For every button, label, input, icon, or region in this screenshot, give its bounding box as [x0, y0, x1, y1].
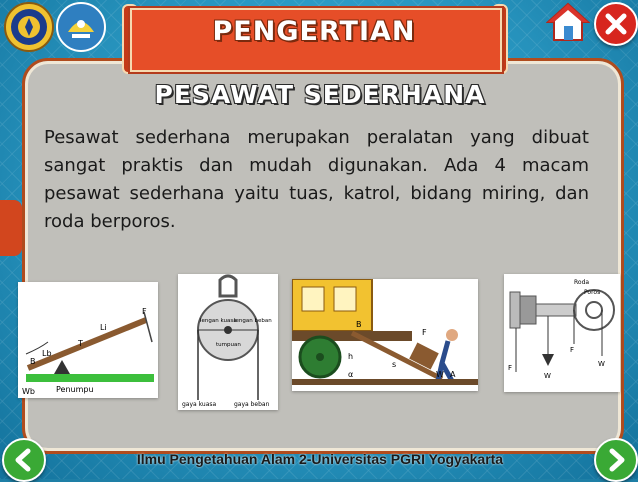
lever-image [18, 282, 158, 398]
lever-label-b: B [30, 357, 36, 366]
lever-label-wb: Wb [22, 387, 35, 396]
incline-label-w: W [436, 370, 444, 379]
incline-label-f: F [422, 328, 427, 337]
wheel-axle-image [504, 274, 620, 392]
close-button[interactable] [594, 2, 638, 46]
pulley-label-fulcrum: tumpuan [216, 342, 241, 348]
previous-button[interactable] [2, 438, 46, 482]
wheel-label-w: W [544, 372, 551, 380]
pulley-label-effort: gaya kuasa [182, 401, 217, 408]
pulley-image [178, 274, 278, 410]
home-icon [546, 2, 590, 42]
incline-label-h: h [348, 352, 354, 361]
next-button[interactable] [594, 438, 638, 482]
inclined-plane-image [292, 279, 478, 391]
incline-label-alpha: α [348, 370, 354, 379]
incline-label-s: s [392, 360, 397, 369]
incline-label-a: A [450, 370, 456, 379]
lever-label-fulcrum: Penumpu [56, 385, 94, 394]
university-logo-icon [4, 2, 54, 52]
wheel-label-poros: Poros [584, 289, 601, 296]
page-subtitle: PESAWAT SEDERHANA [154, 80, 486, 109]
home-button[interactable] [546, 2, 590, 42]
incline-label-b: B [356, 320, 362, 329]
close-icon [604, 12, 628, 36]
arrow-right-icon [604, 448, 628, 472]
pulley-label-effort-arm: lengan kuasa [200, 318, 237, 324]
arrow-left-icon [12, 448, 36, 472]
footer-credit: Ilmu Pengetahuan Alam 2-Universitas PGRI Yogyakarta [136, 451, 504, 467]
page-title: PENGERTIAN [212, 16, 416, 47]
wheel-label-roda: Roda [574, 279, 590, 286]
lever-label-f: F [142, 307, 147, 316]
wheel-label-w2: W [598, 360, 605, 368]
lever-label-lb: Lb [42, 349, 52, 358]
tut-wuri-logo-icon [56, 2, 106, 52]
definition-text: Pesawat sederhana merupakan peralatan yang dibuat sangat praktis dan mudah digunakan. Ada 4 macam pesawat sederhana yaitu tuas, katrol, bidang miring, dan roda berporos. [44, 127, 589, 232]
side-tab [0, 200, 22, 256]
wheel-label-f2: F [570, 346, 575, 354]
lever-label-li: Li [100, 323, 107, 332]
wheel-label-f: F [508, 364, 513, 372]
lever-label-t: T [78, 339, 83, 348]
pulley-label-load: gaya beban [234, 401, 270, 408]
pulley-label-load-arm: lengan beban [234, 318, 272, 324]
